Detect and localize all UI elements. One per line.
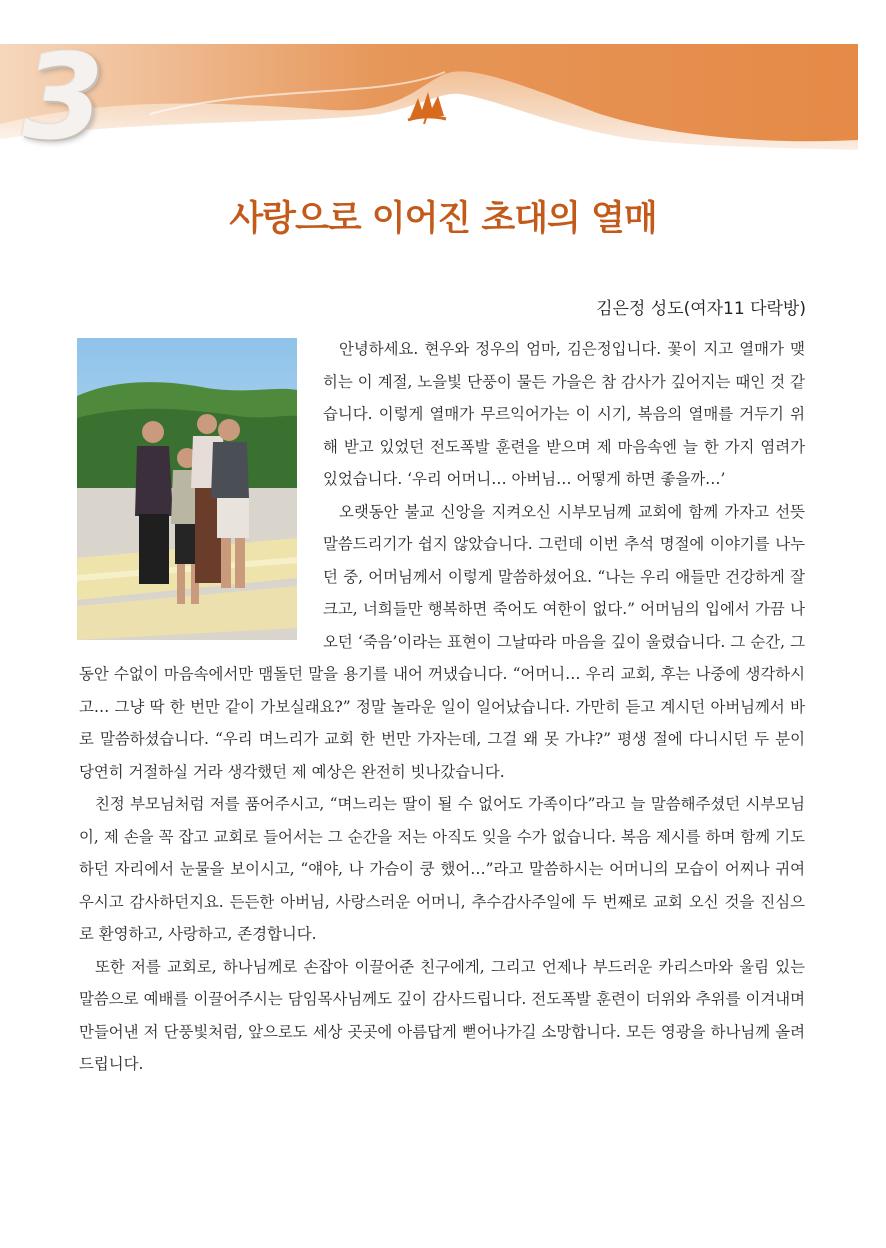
photo-spacer [79,333,323,655]
article-author: 김은정 성도(여자11 다락방) [596,299,806,319]
article-body [79,333,805,1081]
paragraph-1: 안녕하세요. 현우와 정우의 엄마, 김은정입니다. 꽃이 지고 열매가 맺히는 이 계절, 노을빛 단풍이 물든 가을은 참 감사가 깊어지는 때인 것 같습니다. 이렇게 열매가 무르익어가는 이 시기, 복음의 열매를 거두기 위해 받고 있었던 전도폭발 훈련을 받으며 제 마음속엔 늘 한 가지 염려가 있었습니다. ‘우리 어머니… 아버님… 어떻게 하면 좋을까…’ [323,340,805,488]
section-number: 3 [22,28,101,166]
article-title: 사랑으로 이어진 초대의 열매 [229,199,657,239]
paragraph-2: 오랫동안 불교 신앙을 지켜오신 시부모님께 교회에 함께 가자고 선뜻 말씀드리기가 쉽지 않았습니다. 그런데 이번 추석 명절에 이야기를 나누던 중, 어머님께서 이렇게 말씀하셨어요. “나는 우리 애들만 건강하게 잘 크고, 너희들만 행복하면 죽어도 여한이 없다.” 어머님의 입에서 가끔 나오던 ‘죽음’이라는 표현이 그날따라 마음을 깊이 울렸습니다. 그 순간, 그동안 수없이 마음속에서만 맴돌던 말을 용기를 내어 꺼냈습니다. “어머니… 우리 교회, 후는 나중에 생각하시고… 그냥 딱 한 번만 같이 가보실래요?” 정말 놀라운 일이 일어났습니다. 가만히 듣고 계시던 아버님께서 바로 말씀하셨습니다. “우리 며느리가 교회 한 번만 가자는데, 그걸 왜 못 가냐?” 평생 절에 다니시던 두 분이 당연히 거절하실 거라 생각했던 제 예상은 완전히 빗나갔습니다. [79,502,806,781]
paragraph-3: 친정 부모님처럼 저를 품어주시고, “며느리는 딸이 될 수 없어도 가족이다”라고 늘 말씀해주셨던 시부모님이, 제 손을 꼭 잡고 교회로 들어서는 그 순간을 저는 아직도 잊을 수가 없습니다. 복음 제시를 하며 함께 기도하던 자리에서 눈물을 보이시고, “얘야, 나 가슴이 쿵 했어…”라고 말씀하시는 어머니의 모습이 어찌나 귀여우시고 감사하던지요. 든든한 아버님, 사랑스러운 어머니, 추수감사주일에 두 번째로 교회 오신 것을 진심으로 환영하고, 사랑하고, 존경합니다. [79,795,805,943]
maple-leaf-icon [404,88,450,124]
paragraph-4: 또한 저를 교회로, 하나님께로 손잡아 이끌어준 친구에게, 그리고 언제나 부드러운 카리스마와 울림 있는 말씀으로 예배를 이끌어주시는 담임목사님께도 깊이 감사드립니다. 전도폭발 훈련이 더위와 추위를 이겨내며 만들어낸 저 단풍빛처럼, 앞으로도 세상 곳곳에 아름답게 뻗어나가길 소망합니다. 모든 영광을 하나님께 올려드립니다. [79,957,805,1073]
